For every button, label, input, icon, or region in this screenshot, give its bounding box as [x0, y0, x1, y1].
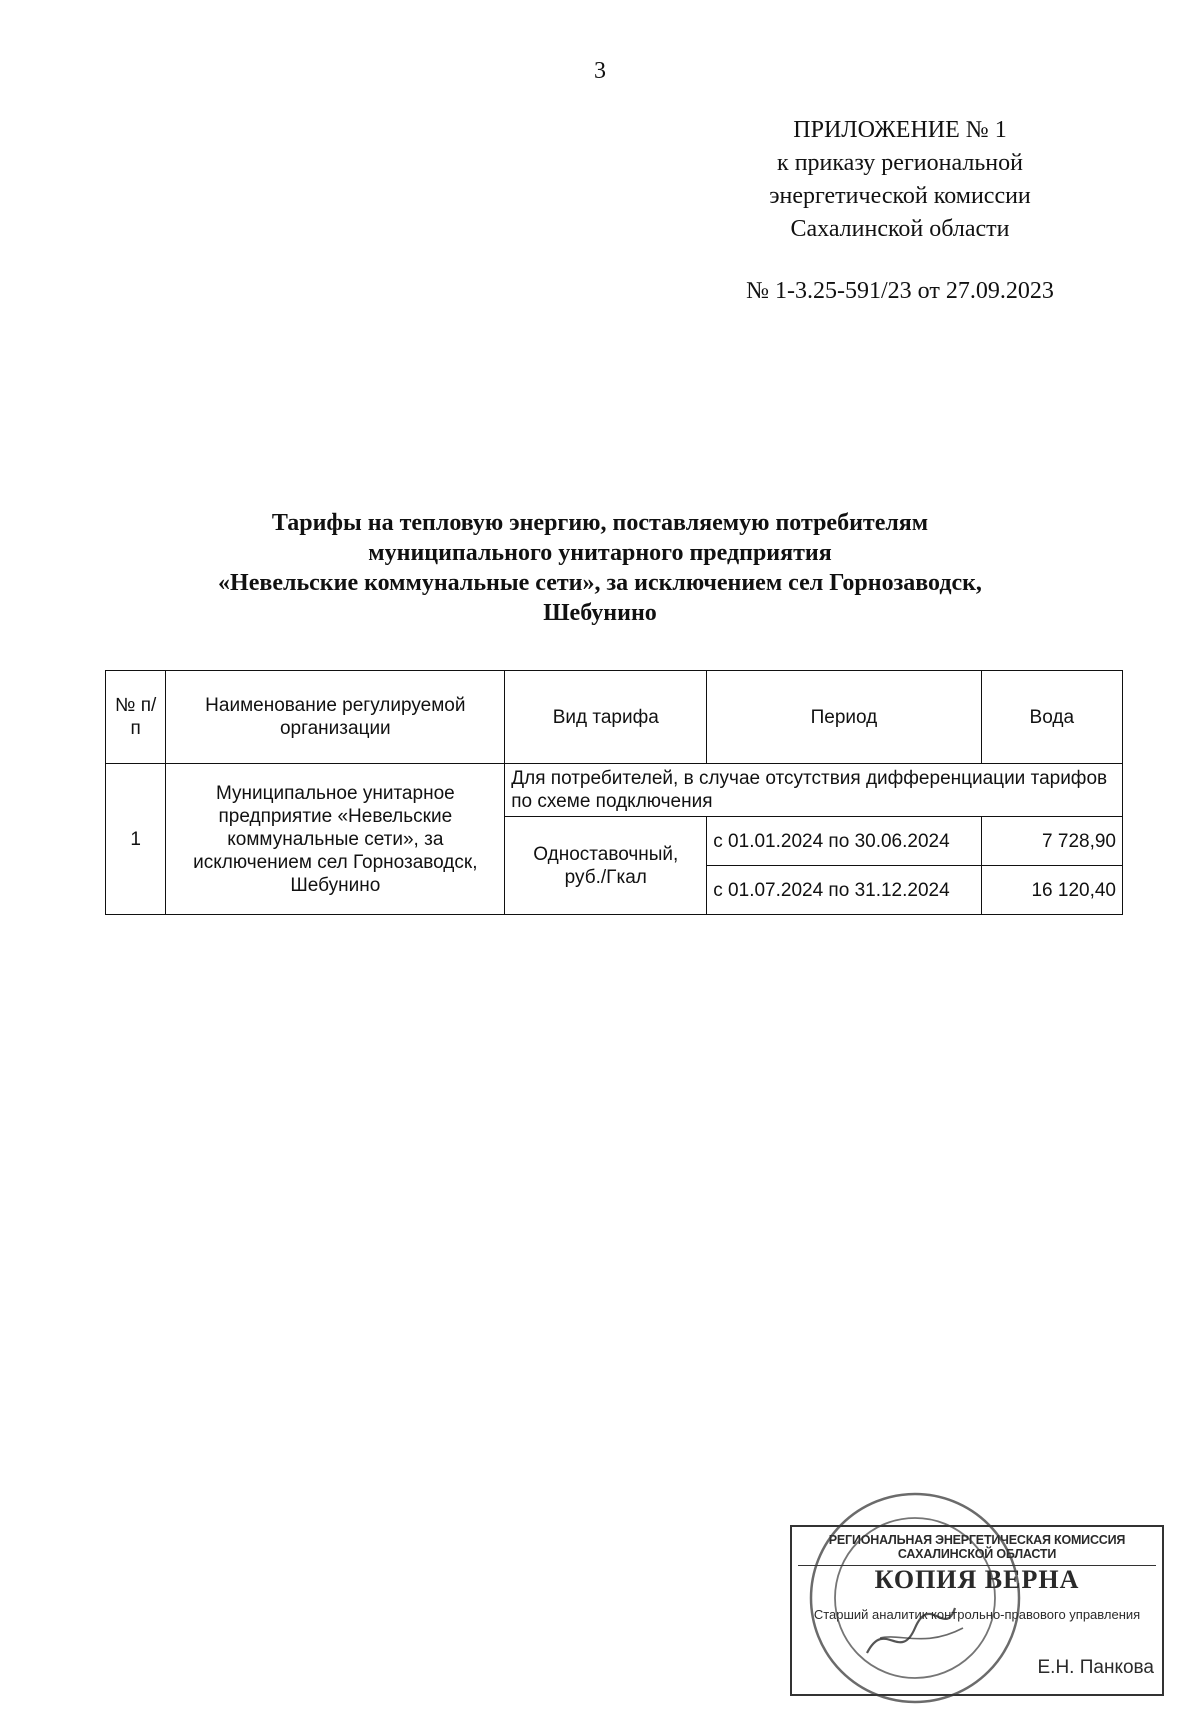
row-org: Муниципальное унитарное предприятие «Невельские коммунальные сети», за исключением сел Горнозаводск, Шебунино — [166, 764, 505, 915]
table-header-row — [106, 671, 1123, 764]
title-line: «Невельские коммунальные сети», за исключением сел Горнозаводск, — [218, 570, 982, 596]
header-org: Наименование регулируемой организации — [166, 671, 505, 764]
stamp-title: КОПИЯ ВЕРНА — [874, 1565, 1080, 1594]
title-line: муниципального унитарного предприятия — [368, 540, 832, 566]
page-number: 3 — [594, 58, 606, 84]
stamp-position: Старший аналитик контрольно-правового управления — [813, 1607, 1141, 1622]
header-num: № п/п — [106, 671, 166, 764]
appendix-header — [700, 114, 1100, 246]
copy-certification-stamp — [790, 1525, 1164, 1696]
tariff-table — [105, 670, 1123, 915]
stamp-org: РЕГИОНАЛЬНАЯ ЭНЕРГЕТИЧЕСКАЯ КОМИССИЯ САХАЛИНСКОЙ ОБЛАСТИ — [798, 1533, 1156, 1566]
row-num: 1 — [106, 764, 166, 915]
row-tariff-type: Одноставочный, руб./Гкал — [505, 817, 707, 915]
order-number: № 1-3.25-591/23 от 27.09.2023 — [746, 278, 1054, 304]
row-period: с 01.01.2024 по 30.06.2024 — [707, 817, 981, 866]
document-title — [90, 508, 1110, 628]
header-type: Вид тарифа — [505, 671, 707, 764]
row-water-value: 7 728,90 — [981, 817, 1122, 866]
appendix-line: к приказу региональной — [777, 150, 1023, 176]
header-water: Вода — [981, 671, 1122, 764]
appendix-title: ПРИЛОЖЕНИЕ № 1 — [793, 117, 1007, 143]
appendix-line: энергетической комиссии — [769, 183, 1031, 209]
row-note: Для потребителей, в случае отсутствия дифференциации тарифов по схеме подключения — [505, 764, 1123, 817]
row-period: с 01.07.2024 по 31.12.2024 — [707, 866, 981, 915]
stamp-name: Е.Н. Панкова — [1037, 1657, 1154, 1678]
appendix-line: Сахалинской области — [790, 216, 1010, 242]
header-period: Период — [707, 671, 981, 764]
table-row — [106, 764, 1123, 817]
row-water-value: 16 120,40 — [981, 866, 1122, 915]
title-line: Тарифы на тепловую энергию, поставляемую потребителям — [271, 510, 929, 536]
title-line: Шебунино — [543, 600, 657, 626]
